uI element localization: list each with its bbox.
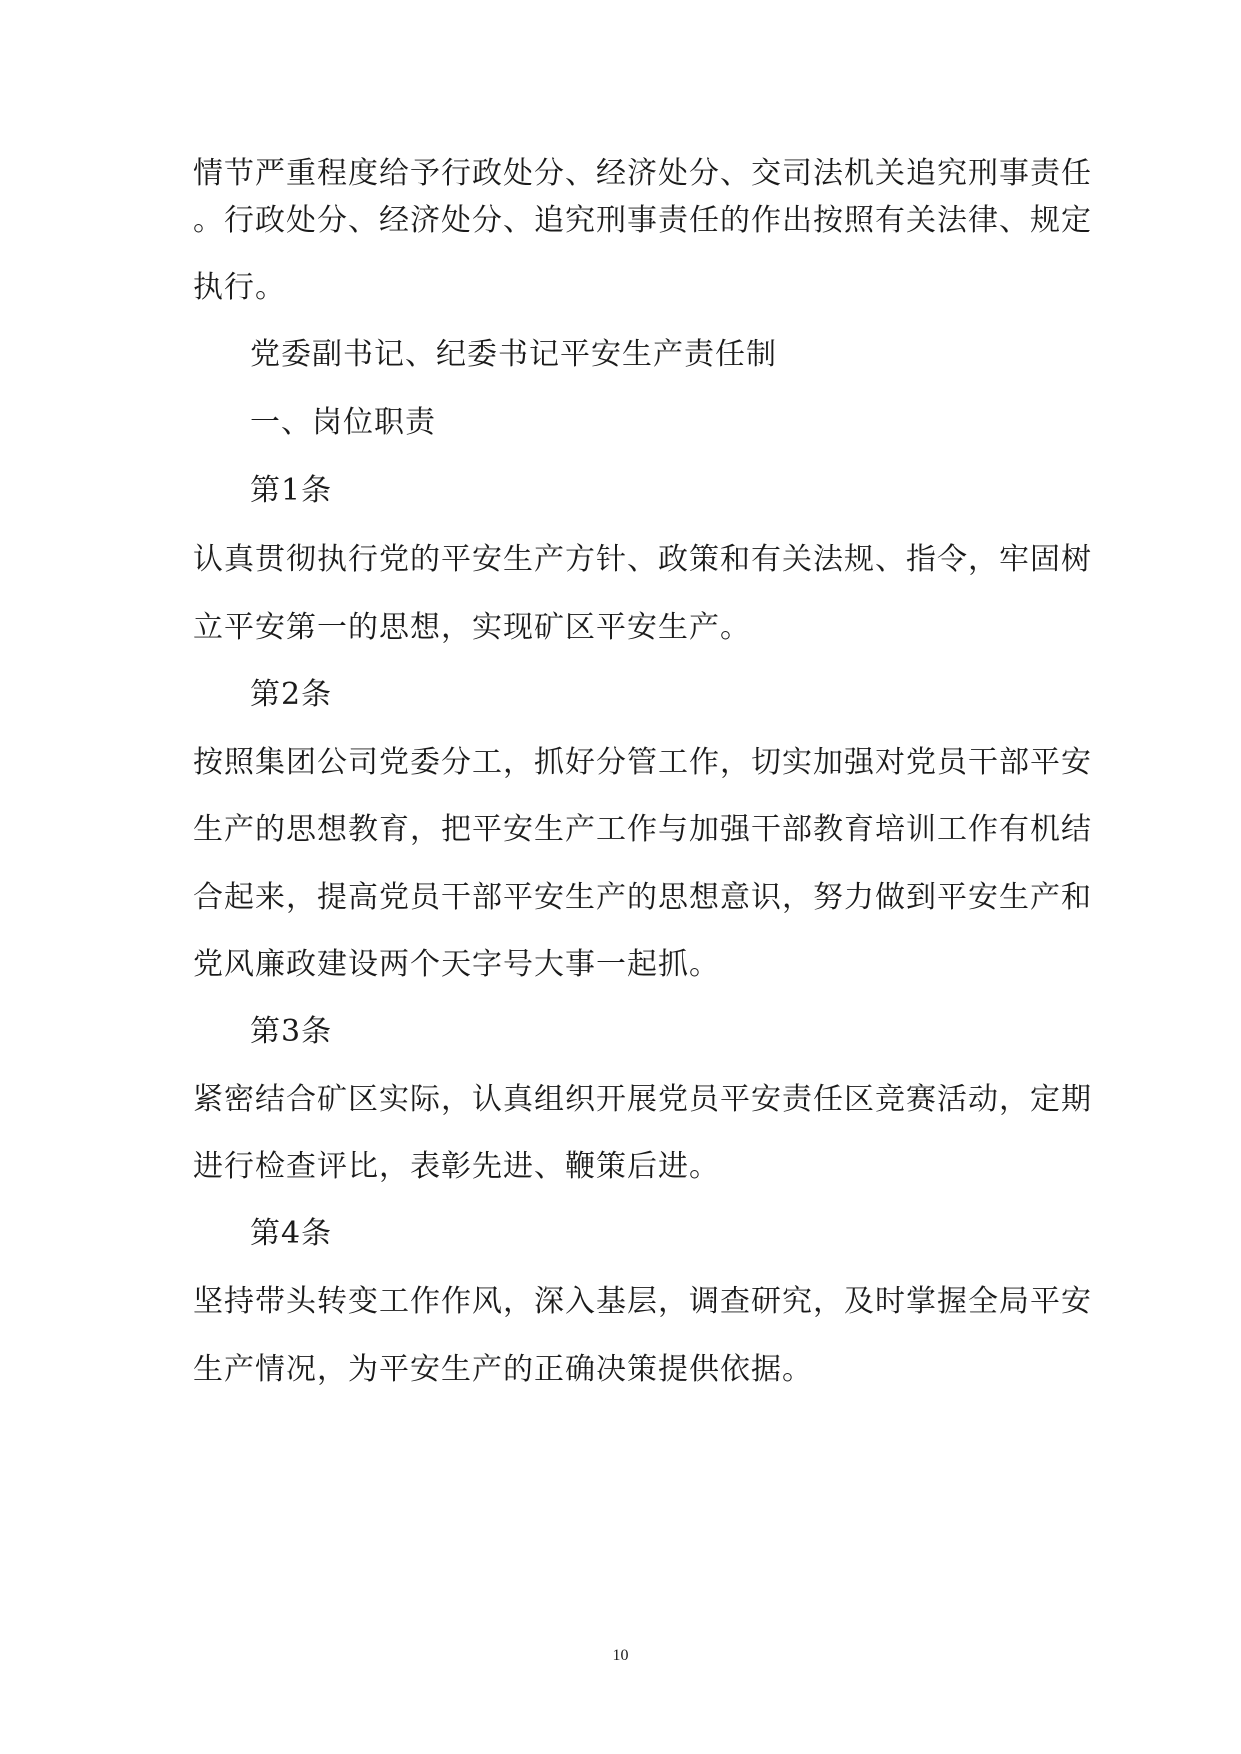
body-line: 立平安第一的思想，实现矿区平安生产。 <box>193 610 751 645</box>
article-number: 第1条 <box>250 473 333 508</box>
section-heading: 一、岗位职责 <box>250 405 436 440</box>
article-number: 第4条 <box>250 1216 333 1251</box>
body-line: 坚持带头转变工作作风，深入基层，调查研究，及时掌握全局平安 <box>193 1284 1092 1319</box>
section-title: 党委副书记、纪委书记平安生产责任制 <box>250 337 777 372</box>
body-line: 合起来，提高党员干部平安生产的思想意识，努力做到平安生产和 <box>193 880 1092 915</box>
body-line: 按照集团公司党委分工，抓好分管工作，切实加强对党员干部平安 <box>193 745 1092 780</box>
body-line: 认真贯彻执行党的平安生产方针、政策和有关法规、指令，牢固树 <box>193 542 1092 577</box>
body-line: 党风廉政建设两个天字号大事一起抓。 <box>193 947 720 982</box>
body-line: 紧密结合矿区实际，认真组织开展党员平安责任区竞赛活动，定期 <box>193 1082 1092 1117</box>
body-line: 生产情况，为平安生产的正确决策提供依据。 <box>193 1352 813 1387</box>
body-line: 生产的思想教育，把平安生产工作与加强干部教育培训工作有机结 <box>193 812 1092 847</box>
article-number: 第3条 <box>250 1014 333 1049</box>
body-line: 进行检查评比，表彰先进、鞭策后进。 <box>193 1149 720 1184</box>
body-line: 执行。 <box>193 270 286 305</box>
article-number: 第2条 <box>250 677 333 712</box>
body-line: 情节严重程度给予行政处分、经济处分、交司法机关追究刑事责任 <box>193 156 1092 191</box>
page-number: 10 <box>612 1647 629 1664</box>
body-line: 。行政处分、经济处分、追究刑事责任的作出按照有关法律、规定 <box>193 203 1092 238</box>
